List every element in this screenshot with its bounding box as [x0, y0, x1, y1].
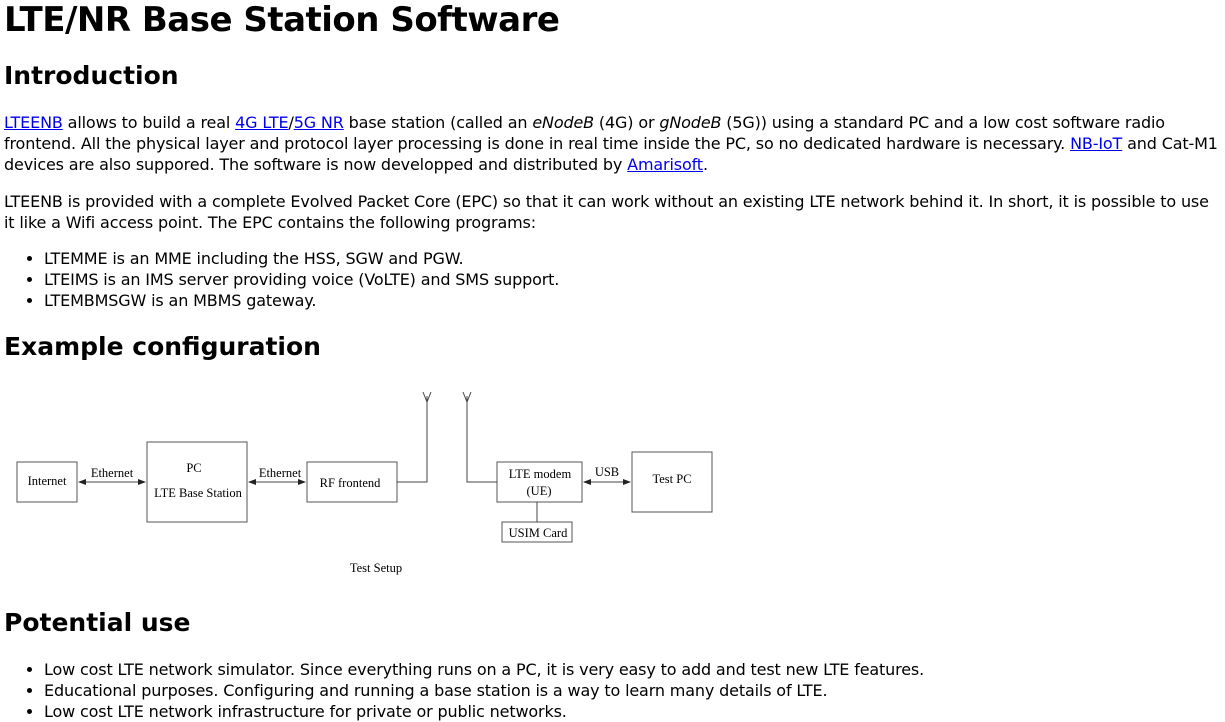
slash-text: /	[288, 113, 294, 132]
intro-text-6: .	[702, 155, 708, 174]
example-configuration-heading: Example configuration	[4, 332, 321, 361]
intro-text-2: base station (called an	[343, 113, 533, 132]
pc-box	[147, 442, 247, 522]
potential-use-list	[4, 659, 1214, 722]
amarisoft-link[interactable]: Amarisoft	[627, 155, 703, 174]
list-item: • LTEMBMSGW is an MBMS gateway.	[44, 290, 1214, 311]
lte-base-station-label: LTE Base Station	[154, 486, 242, 500]
usim-card-label: USIM Card	[508, 526, 568, 540]
ethernet-label-1: Ethernet	[90, 466, 134, 480]
list-item: • LTEIMS is an IMS server providing voice (VoLTE) and SMS support.	[44, 269, 1214, 290]
list-item: • Low cost LTE network infrastructure for private or public networks.	[44, 701, 1214, 722]
usb-label: USB	[594, 465, 620, 479]
list-item: • Educational purposes. Configuring and running a base station is a way to learn many details of LTE.	[44, 680, 1214, 701]
intro-text-4: (5G)) using a standard PC and a low cost software radio frontend. All the physical layer and protocol layer processing is done in real time inside the PC, so no dedicated hardware is necessary.	[4, 113, 1165, 153]
pc-label: PC	[186, 461, 202, 475]
list-item: • Low cost LTE network simulator. Since everything runs on a PC, it is very easy to add and test new LTE features.	[44, 659, 1214, 680]
test-setup-caption: Test Setup	[349, 561, 403, 575]
gnodeb-term: gNodeB	[659, 113, 722, 132]
potential-use-heading: Potential use	[4, 608, 191, 637]
modem-antenna-cable	[467, 396, 497, 482]
intro-text-1: allows to build a real	[62, 113, 236, 132]
lte-modem-label: LTE modem	[508, 467, 572, 481]
rf-antenna-cable	[397, 396, 427, 482]
rf-frontend-label: RF frontend	[319, 476, 381, 490]
test-pc-label: Test PC	[652, 472, 692, 486]
enodeb-term: eNodeB	[532, 113, 594, 132]
4g-lte-link[interactable]: 4G LTE	[235, 113, 289, 132]
page-title: LTE/NR Base Station Software	[4, 0, 560, 40]
intro-text-3: (4G) or	[594, 113, 660, 132]
intro-text-5: and Cat-M1 devices are also suppored. The software is now developped and distributed by	[4, 134, 1218, 174]
5g-nr-link[interactable]: 5G NR	[293, 113, 344, 132]
introduction-heading: Introduction	[4, 61, 179, 90]
test-setup-diagram	[12, 388, 722, 580]
epc-programs-list	[4, 248, 1214, 311]
list-item: • LTEMME is an MME including the HSS, SGW and PGW.	[44, 248, 1214, 269]
ue-label: (UE)	[526, 484, 552, 498]
ethernet-label-2: Ethernet	[258, 466, 302, 480]
intro-paragraph-1	[4, 112, 1222, 175]
lteenb-link[interactable]: LTEENB	[4, 113, 63, 132]
nb-iot-link[interactable]: NB-IoT	[1070, 134, 1123, 153]
intro-paragraph-2: LTEENB is provided with a complete Evolved Packet Core (EPC) so that it can work without an existing LTE network behind it. In short, it is possible to use it like a Wifi access point. The EPC contains the following programs:	[4, 192, 1209, 232]
internet-label: Internet	[27, 474, 67, 488]
